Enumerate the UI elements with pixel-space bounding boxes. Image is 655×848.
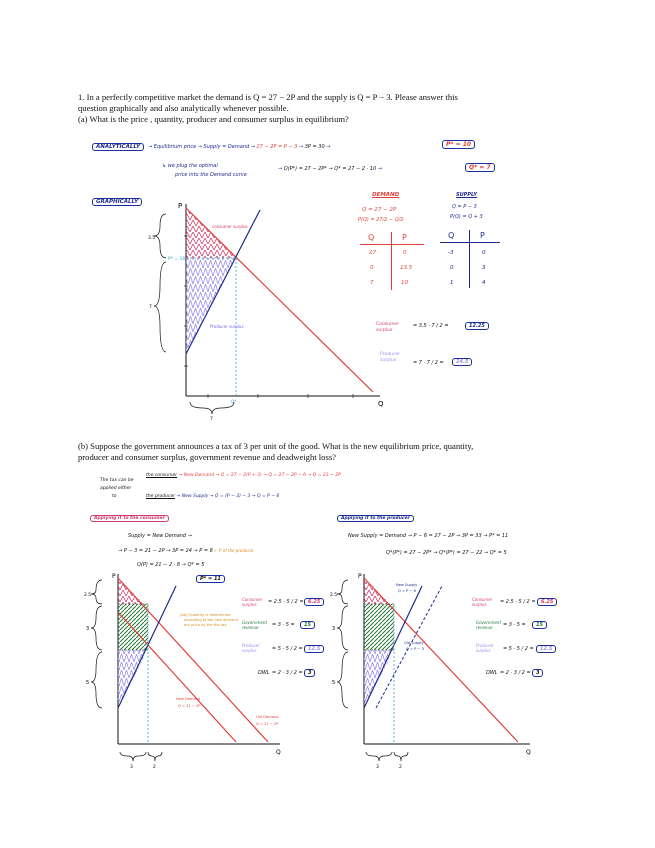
old-supply-label: Old Supply — [404, 641, 424, 645]
tax-option-consumer: the consumer → New Demand → Q = 27 − 2(P + 3) → Q = 27 − 2P − 6 → Q = 21 − 2P — [146, 473, 341, 478]
analytical-note-2: price into the Demand curve — [175, 172, 247, 178]
svg-text:P: P — [358, 573, 362, 580]
consumer-annotation-3: but price by the the tax — [184, 623, 227, 627]
cs-a-label: Consumer surplus — [376, 322, 399, 333]
svg-text:3: 3 — [376, 765, 379, 770]
supply-row-3-q: 1 — [450, 280, 454, 286]
new-demand-line — [118, 612, 236, 742]
ps-a-formula: = 7 · 7 / 2 = — [413, 360, 444, 366]
demand-row-3-p: 10 — [401, 280, 408, 286]
consumer-case-l1: Supply = New Demand → — [128, 533, 192, 539]
producer-gov-value: 15 — [532, 621, 547, 629]
cs-graph-label: consumer surplus — [212, 224, 248, 229]
svg-text:Q: Q — [526, 749, 531, 756]
svg-text:5: 5 — [86, 680, 90, 686]
graphically-label: GRAPHICALLY — [92, 198, 142, 206]
consumer-dwl-value: 3 — [304, 669, 315, 677]
supply-row-1-q: -3 — [448, 250, 454, 256]
svg-text:Q = 21 − 2P: Q = 21 − 2P — [178, 704, 201, 708]
consumer-cs-label: Consumer surplus — [242, 597, 263, 607]
consumer-cs-formula: = 2.5 · 5 / 2 = — [268, 599, 304, 605]
supply-title: SUPPLY — [456, 192, 478, 198]
producer-ps-formula: = 5 · 5 / 2 = — [503, 646, 534, 652]
demand-table — [360, 232, 424, 292]
producer-gov-formula: = 3 · 5 = — [503, 622, 526, 628]
new-supply-label: New Supply — [396, 583, 418, 587]
supply-header-p: P — [480, 231, 485, 240]
producer-gov-label: Government revenue — [476, 620, 502, 630]
svg-text:2: 2 — [153, 765, 156, 770]
consumer-ps-value: 12.5 — [304, 645, 324, 653]
svg-text:2.5: 2.5 — [84, 593, 92, 598]
new-demand-label: New Demand — [176, 697, 201, 701]
producer-dwl-value: 3 — [532, 669, 543, 677]
supply-row-3-p: 4 — [482, 280, 486, 286]
question-2-line-1: (b) Suppose the government announces a tax of 3 per unit of the good. What is the new equilibrium price, quantity, — [78, 441, 474, 451]
consumer-case-l2: → P − 3 = 21 − 2P → 3P = 24 → P = 8 ← P of the producer — [118, 548, 254, 554]
supply-header-q: Q — [448, 231, 455, 240]
demand-row-2-q: 0 — [370, 265, 374, 271]
ps-a-label: Producer surplus — [380, 352, 401, 363]
analytically-label: ANALYTICALLY — [92, 143, 144, 151]
tax-option-producer: the producer → New Supply → Q = (P − 3) − 3 → Q = P − 6 — [146, 494, 280, 499]
consumer-ps-formula: = 5 · 5 / 2 = — [272, 646, 303, 652]
demand-row-3-q: 7 — [370, 280, 374, 286]
consumer-annotation-2: according to the new demand — [184, 618, 238, 622]
demand-row-2-p: 13.5 — [400, 265, 413, 271]
svg-text:3: 3 — [86, 626, 90, 632]
brace-bottom-label: 7 — [149, 305, 152, 310]
quantity-equation: → Q(P*) = 27 − 2P* → Q* = 27 − 2 · 10 → — [278, 166, 382, 172]
tax-applied-3: to — [112, 494, 117, 499]
brace-top-label: 3.5 — [148, 236, 156, 241]
supply-eq-1: Q = P − 3 — [452, 204, 477, 210]
svg-text:2: 2 — [399, 765, 402, 770]
analytical-note-1: ↳ we plug the optimal — [162, 163, 218, 169]
supply-eq-2: P(Q) = Q + 3 — [450, 214, 483, 220]
producer-cs-value: 6.25 — [537, 598, 557, 606]
producer-case-title: Applying it to the producer — [337, 515, 414, 522]
svg-text:3: 3 — [332, 626, 336, 632]
consumer-cs-value: 6.25 — [304, 598, 324, 606]
producer-cs-label: Consumer surplus — [472, 597, 493, 607]
producer-case-l2: Q*(P*) = 27 − 2P* → Q*(P*) = 27 − 22 → Q* = 5 — [386, 550, 507, 556]
question-2-line-2: producer and consumer surplus, government revenue and deadweight loss? — [78, 452, 336, 463]
q-star-tick: Q* — [231, 399, 237, 404]
svg-text:5: 5 — [332, 680, 336, 686]
q-brace-label: 7 — [210, 417, 213, 421]
supply-table — [440, 230, 500, 290]
producer-ps-value: 12.5 — [536, 645, 556, 653]
q-axis-label: Q — [378, 400, 384, 408]
ps-a-value: 24.5 — [452, 358, 472, 366]
consumer-gov-formula: = 3 · 5 = — [272, 622, 295, 628]
svg-text:2.5: 2.5 — [330, 593, 338, 598]
quantity-result: Q* = 7 — [465, 163, 495, 172]
svg-text:Q: Q — [276, 749, 281, 756]
demand-eq-1: Q = 27 − 2P — [362, 207, 397, 213]
question-2 — [78, 441, 598, 463]
consumer-dwl-formula: = 2 · 3 / 2 = — [272, 670, 303, 676]
svg-text:Q = P − 6: Q = P − 6 — [398, 589, 416, 593]
producer-dwl-label: DWL — [486, 670, 498, 676]
tax-applied-2: applied either — [100, 486, 132, 491]
graph-equilibrium — [148, 196, 388, 421]
svg-text:Q = 27 − 2P: Q = 27 − 2P — [256, 722, 279, 726]
consumer-annotation-1: [Δp] Quantity is determined — [180, 613, 231, 617]
consumer-case-l3: Q(P) = 21 − 2 · 8 → Q* = 5 — [137, 562, 205, 568]
demand-title: DEMAND — [372, 192, 400, 198]
consumer-ps-label: Producer surplus — [242, 643, 260, 653]
demand-row-1-q: 27 — [369, 250, 376, 256]
p-star-label: P* = 10 — [168, 257, 186, 262]
p-axis-label: P — [178, 202, 183, 210]
consumer-gov-label: Government revenue — [242, 620, 268, 630]
consumer-gov-value: 15 — [300, 621, 315, 629]
demand-header-p: P — [402, 233, 407, 242]
svg-text:P: P — [112, 573, 116, 580]
question-1 — [78, 92, 578, 126]
graph-producer-tax — [330, 566, 535, 771]
demand-eq-2: P(Q) = 27/2 − Q/2 — [358, 217, 404, 223]
cs-a-formula: = 3.5 · 7 / 2 = — [413, 323, 449, 329]
demand-header-q: Q — [368, 233, 375, 242]
svg-text:Q = P − 3: Q = P − 3 — [406, 647, 424, 651]
tax-applied-1: The tax can be — [100, 478, 134, 483]
question-1-line-2: question graphically and also analytically whenever possible. — [78, 103, 289, 114]
supply-row-2-p: 3 — [482, 265, 486, 271]
producer-case-l1: New Supply = Demand → P − 6 = 27 − 2P → 3P = 33 → P* = 11 — [348, 533, 509, 539]
supply-row-2-q: 0 — [450, 265, 454, 271]
consumer-case-title: Applying it to the consumer — [90, 515, 169, 522]
question-1-line-1: 1. In a perfectly competitive market the demand is Q = 27 − 2P and the supply is Q = P − 3. Please answer this — [78, 92, 458, 102]
producer-cs-formula: = 2.5 · 5 / 2 = — [500, 599, 536, 605]
ps-graph-label: Producer surplus — [210, 324, 244, 329]
supply-row-1-p: 0 — [482, 250, 486, 256]
price-result: P* = 10 — [442, 140, 475, 149]
demand-row-1-p: 0 — [403, 250, 407, 256]
producer-dwl-formula: = 2 · 3 / 2 = — [500, 670, 531, 676]
old-demand-label: Old Demand — [256, 715, 279, 719]
cs-a-value: 12.25 — [465, 322, 489, 330]
analytical-step-1: → Equilibrium price → Supply = Demand → 27 − 2P = P − 3 → 3P = 30 → — [148, 144, 331, 150]
producer-ps-label: Producer surplus — [476, 643, 494, 653]
question-1-line-3: (a) What is the price , quantity, producer and consumer surplus in equilibrium? — [78, 114, 349, 125]
consumer-case-l4: P* = 11 — [196, 575, 225, 583]
svg-text:3: 3 — [130, 765, 133, 770]
consumer-dwl-label: DWL — [258, 670, 270, 676]
